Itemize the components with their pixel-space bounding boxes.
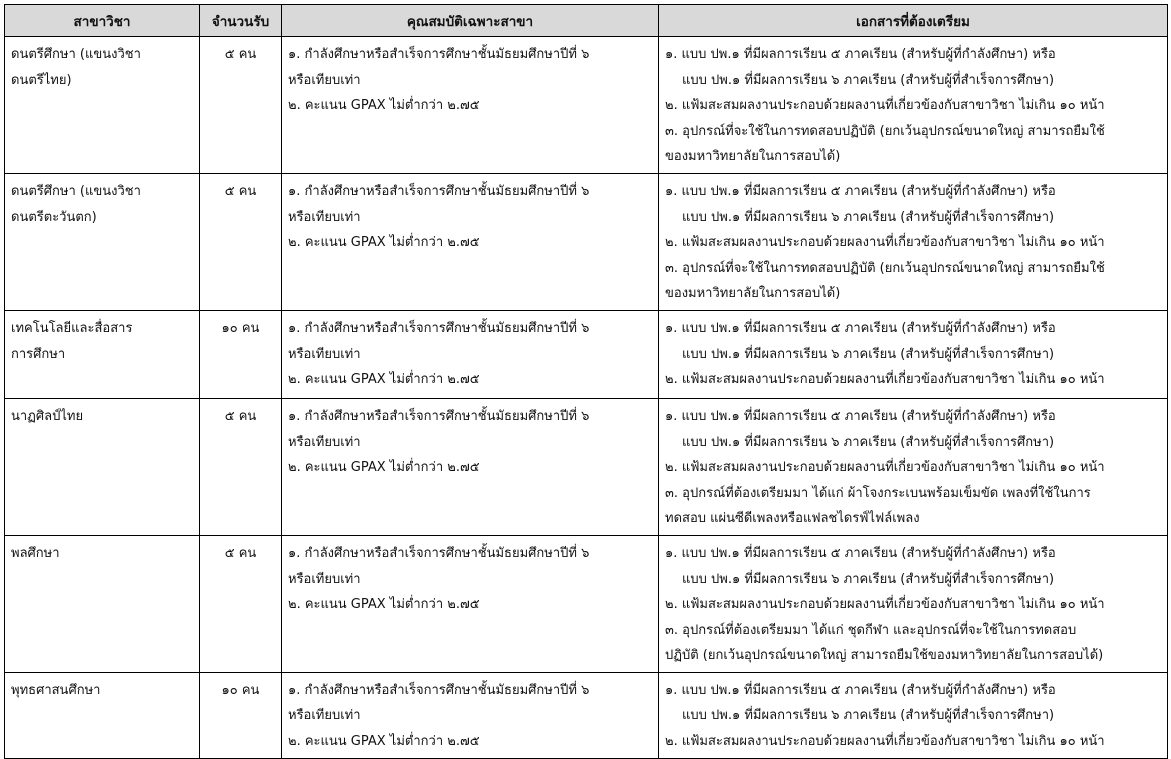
major-name-line: นาฏศิลป์ไทย	[11, 408, 84, 424]
major-cell	[5, 398, 200, 535]
major-name-line: เทคโนโลยีและสื่อสาร	[11, 320, 133, 336]
document-line: ๓. อุปกรณ์ที่ต้องเตรียมมา ได้แก่ ชุดกีฬา และอุปกรณ์ที่จะใช้ในการทดสอบ	[665, 622, 1077, 638]
documents-cell	[659, 37, 1168, 174]
table-row	[5, 173, 1168, 310]
table-body	[5, 37, 1168, 759]
major-name-line: ดนตรีไทย)	[11, 72, 72, 88]
table-row	[5, 535, 1168, 672]
document-line: ๒. แฟ้มสะสมผลงานประกอบด้วยผลงานที่เกี่ยวข้องกับสาขาวิชา ไม่เกิน ๑๐ หน้า	[665, 597, 1105, 613]
count-cell	[200, 398, 282, 535]
qualification-line: ๒. คะแนน GPAX ไม่ต่ำกว่า ๒.๗๕	[288, 460, 480, 476]
major-name-line: พลศึกษา	[11, 545, 60, 561]
count-cell	[200, 310, 282, 398]
document-line: แบบ ปพ.๑ ที่มีผลการเรียน ๖ ภาคเรียน (สำหรับผู้ที่สำเร็จการศึกษา)	[682, 72, 1055, 88]
qualification-line: หรือเทียบเท่า	[288, 708, 361, 724]
documents-cell	[659, 398, 1168, 535]
header-documents: เอกสารที่ต้องเตรียม	[659, 5, 1168, 37]
major-cell	[5, 310, 200, 398]
major-name-line: พุทธศาสนศึกษา	[11, 682, 101, 698]
qualification-line: ๒. คะแนน GPAX ไม่ต่ำกว่า ๒.๗๕	[288, 597, 480, 613]
header-count: จำนวนรับ	[200, 5, 282, 37]
count-cell	[200, 37, 282, 174]
admission-count: ๑๐ คน	[221, 682, 260, 698]
qualification-line: ๑. กำลังศึกษาหรือสำเร็จการศึกษาชั้นมัธยมศึกษาปีที่ ๖	[288, 320, 590, 336]
table-row	[5, 310, 1168, 398]
table-row	[5, 398, 1168, 535]
qualification-line: หรือเทียบเท่า	[288, 72, 361, 88]
major-name-line: ดนตรีศึกษา (แขนงวิชา	[11, 183, 141, 199]
qualification-line: ๑. กำลังศึกษาหรือสำเร็จการศึกษาชั้นมัธยมศึกษาปีที่ ๖	[288, 47, 590, 62]
major-cell	[5, 535, 200, 672]
documents-cell	[659, 173, 1168, 310]
qualifications-cell	[282, 37, 659, 174]
admission-count: ๑๐ คน	[221, 320, 260, 336]
document-line: ๒. แฟ้มสะสมผลงานประกอบด้วยผลงานที่เกี่ยวข้องกับสาขาวิชา ไม่เกิน ๑๐ หน้า	[665, 98, 1105, 114]
document-line: แบบ ปพ.๑ ที่มีผลการเรียน ๖ ภาคเรียน (สำหรับผู้ที่สำเร็จการศึกษา)	[682, 708, 1055, 724]
count-cell	[200, 672, 282, 758]
admission-count: ๕ คน	[224, 183, 257, 199]
document-line: ๑. แบบ ปพ.๑ ที่มีผลการเรียน ๕ ภาคเรียน (สำหรับผู้ที่กำลังศึกษา) หรือ	[665, 682, 1056, 698]
major-cell	[5, 672, 200, 758]
major-cell	[5, 173, 200, 310]
major-cell	[5, 37, 200, 174]
document-line: ๑. แบบ ปพ.๑ ที่มีผลการเรียน ๕ ภาคเรียน (สำหรับผู้ที่กำลังศึกษา) หรือ	[665, 320, 1056, 336]
document-line: แบบ ปพ.๑ ที่มีผลการเรียน ๖ ภาคเรียน (สำหรับผู้ที่สำเร็จการศึกษา)	[682, 571, 1055, 587]
admission-requirements-table	[4, 4, 1168, 759]
qualification-line: ๑. กำลังศึกษาหรือสำเร็จการศึกษาชั้นมัธยมศึกษาปีที่ ๖	[288, 183, 590, 199]
count-cell	[200, 173, 282, 310]
document-line: ทดสอบ แผ่นซีดีเพลงหรือแฟลชไดรฟ์ไฟล์เพลง	[665, 511, 920, 527]
qualification-line: หรือเทียบเท่า	[288, 434, 361, 450]
document-line: ๒. แฟ้มสะสมผลงานประกอบด้วยผลงานที่เกี่ยวข้องกับสาขาวิชา ไม่เกิน ๑๐ หน้า	[665, 235, 1105, 251]
qualifications-cell	[282, 310, 659, 398]
document-line: ๓. อุปกรณ์ที่ต้องเตรียมมา ได้แก่ ผ้าโจงกระเบนพร้อมเข็มขัด เพลงที่ใช้ในการ	[665, 485, 1091, 501]
document-line: ๒. แฟ้มสะสมผลงานประกอบด้วยผลงานที่เกี่ยวข้องกับสาขาวิชา ไม่เกิน ๑๐ หน้า	[665, 372, 1105, 388]
document-line: แบบ ปพ.๑ ที่มีผลการเรียน ๖ ภาคเรียน (สำหรับผู้ที่สำเร็จการศึกษา)	[682, 434, 1055, 450]
documents-cell	[659, 535, 1168, 672]
header-major: สาขาวิชา	[5, 5, 200, 37]
document-line: ของมหาวิทยาลัยในการสอบได้)	[665, 286, 841, 302]
qualifications-cell	[282, 398, 659, 535]
document-line: ๒. แฟ้มสะสมผลงานประกอบด้วยผลงานที่เกี่ยวข้องกับสาขาวิชา ไม่เกิน ๑๐ หน้า	[665, 460, 1105, 476]
document-line: ๑. แบบ ปพ.๑ ที่มีผลการเรียน ๕ ภาคเรียน (สำหรับผู้ที่กำลังศึกษา) หรือ	[665, 545, 1056, 561]
qualification-line: ๒. คะแนน GPAX ไม่ต่ำกว่า ๒.๗๕	[288, 372, 480, 388]
admission-count: ๕ คน	[224, 47, 257, 62]
qualification-line: ๑. กำลังศึกษาหรือสำเร็จการศึกษาชั้นมัธยมศึกษาปีที่ ๖	[288, 682, 590, 698]
qualification-line: หรือเทียบเท่า	[288, 571, 361, 587]
qualification-line: ๒. คะแนน GPAX ไม่ต่ำกว่า ๒.๗๕	[288, 734, 480, 750]
documents-cell	[659, 672, 1168, 758]
document-line: ๓. อุปกรณ์ที่จะใช้ในการทดสอบปฏิบัติ (ยกเว้นอุปกรณ์ขนาดใหญ่ สามารถยืมใช้	[665, 260, 1105, 276]
count-cell	[200, 535, 282, 672]
admission-count: ๕ คน	[224, 408, 257, 424]
qualification-line: ๑. กำลังศึกษาหรือสำเร็จการศึกษาชั้นมัธยมศึกษาปีที่ ๖	[288, 545, 590, 561]
document-line: ปฏิบัติ (ยกเว้นอุปกรณ์ขนาดใหญ่ สามารถยืมใช้ของมหาวิทยาลัยในการสอบได้)	[665, 648, 1104, 664]
qualification-line: ๒. คะแนน GPAX ไม่ต่ำกว่า ๒.๗๕	[288, 98, 480, 114]
document-line: แบบ ปพ.๑ ที่มีผลการเรียน ๖ ภาคเรียน (สำหรับผู้ที่สำเร็จการศึกษา)	[682, 346, 1055, 362]
document-line: ๑. แบบ ปพ.๑ ที่มีผลการเรียน ๕ ภาคเรียน (สำหรับผู้ที่กำลังศึกษา) หรือ	[665, 47, 1056, 62]
admission-count: ๕ คน	[224, 545, 257, 561]
qualification-line: ๑. กำลังศึกษาหรือสำเร็จการศึกษาชั้นมัธยมศึกษาปีที่ ๖	[288, 408, 590, 424]
qualifications-cell	[282, 672, 659, 758]
header-qualifications: คุณสมบัติเฉพาะสาขา	[282, 5, 659, 37]
table-row	[5, 37, 1168, 174]
document-line: ๑. แบบ ปพ.๑ ที่มีผลการเรียน ๕ ภาคเรียน (สำหรับผู้ที่กำลังศึกษา) หรือ	[665, 408, 1056, 424]
document-line: ๓. อุปกรณ์ที่จะใช้ในการทดสอบปฏิบัติ (ยกเว้นอุปกรณ์ขนาดใหญ่ สามารถยืมใช้	[665, 123, 1105, 139]
qualification-line: หรือเทียบเท่า	[288, 209, 361, 225]
qualification-line: ๒. คะแนน GPAX ไม่ต่ำกว่า ๒.๗๕	[288, 235, 480, 251]
document-line: ของมหาวิทยาลัยในการสอบได้)	[665, 149, 841, 165]
documents-cell	[659, 310, 1168, 398]
major-name-line: การศึกษา	[11, 346, 66, 362]
document-line: ๒. แฟ้มสะสมผลงานประกอบด้วยผลงานที่เกี่ยวข้องกับสาขาวิชา ไม่เกิน ๑๐ หน้า	[665, 734, 1105, 750]
qualifications-cell	[282, 173, 659, 310]
document-line: แบบ ปพ.๑ ที่มีผลการเรียน ๖ ภาคเรียน (สำหรับผู้ที่สำเร็จการศึกษา)	[682, 209, 1055, 225]
document-line: ๑. แบบ ปพ.๑ ที่มีผลการเรียน ๕ ภาคเรียน (สำหรับผู้ที่กำลังศึกษา) หรือ	[665, 183, 1056, 199]
major-name-line: ดนตรีศึกษา (แขนงวิชา	[11, 47, 141, 62]
major-name-line: ดนตรีตะวันตก)	[11, 209, 97, 225]
qualification-line: หรือเทียบเท่า	[288, 346, 361, 362]
header-row	[5, 5, 1168, 37]
table-row	[5, 672, 1168, 758]
qualifications-cell	[282, 535, 659, 672]
